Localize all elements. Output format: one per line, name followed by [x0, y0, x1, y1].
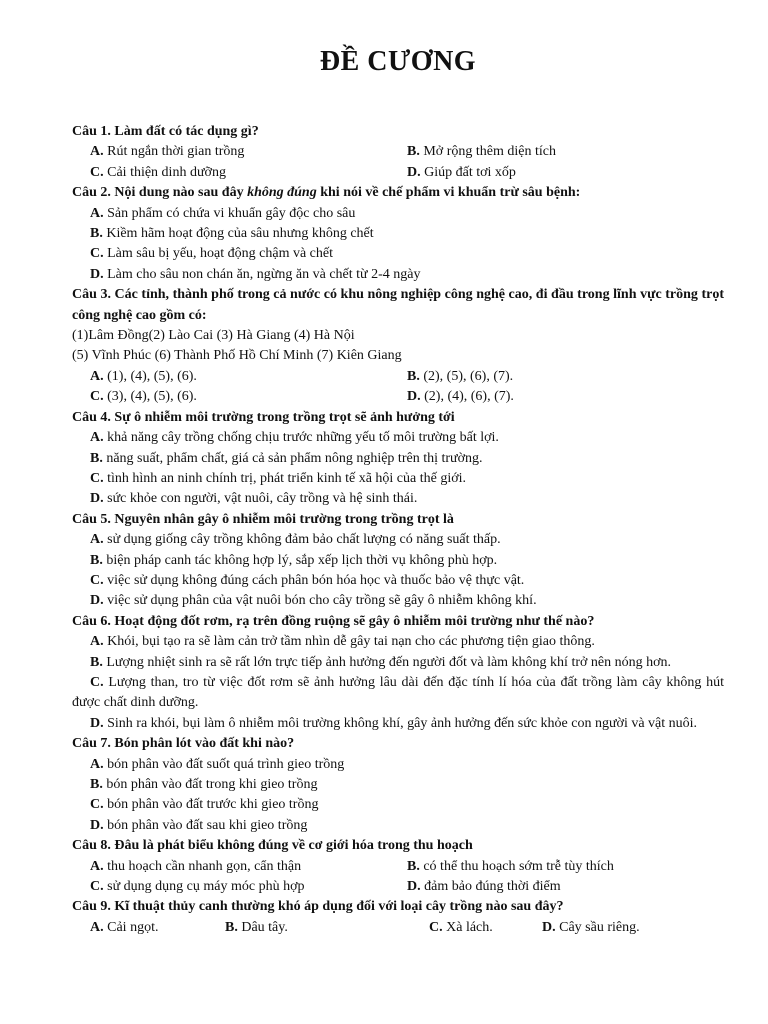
- option-row: [72, 142, 724, 162]
- option-a: A. bón phân vào đất suốt quá trình gieo trồng: [90, 756, 345, 772]
- option-d: D. Giúp đất tơi xốp: [407, 164, 516, 180]
- option-row: [72, 877, 724, 897]
- question-label: Câu 1.: [72, 124, 111, 139]
- option-row: [72, 367, 724, 387]
- option-d: D. (2), (4), (6), (7).: [407, 389, 514, 405]
- question-text: Bón phân lót vào đất khi nào?: [114, 736, 295, 752]
- option-a: A. Cải ngọt.: [90, 919, 159, 935]
- option-a: A. Khói, bụi tạo ra sẽ làm cản trở tầm nhìn dễ gây tai nạn cho các phương tiện giao thông.: [90, 634, 595, 650]
- option-row: [72, 163, 724, 183]
- option-d: D. việc sử dụng phân của vật nuôi bón cho cây trồng sẽ gây ô nhiễm không khí.: [90, 593, 537, 609]
- option-d: D. sức khỏe con người, vật nuôi, cây trồng và hệ sinh thái.: [90, 491, 418, 507]
- page-title: ĐỀ CƯƠNG: [319, 46, 477, 77]
- option-b: B. Mở rộng thêm diện tích: [407, 144, 556, 160]
- option-c: C. Lượng than, tro từ việc đốt rơm sẽ ảnh hưởng lâu dài đến đặc tính lí hóa của đất trồng làm cây không hút được chất dinh dưỡng.: [72, 674, 724, 711]
- option-c: C. tình hình an ninh chính trị, phát triển kinh tế xã hội của thế giới.: [90, 470, 467, 486]
- option-row: [72, 857, 724, 877]
- question-text: Sự ô nhiễm môi trường trong trồng trọt sẽ ảnh hưởng tới: [114, 409, 455, 425]
- province-list-2: (5) Vĩnh Phúc (6) Thành Phố Hồ Chí Minh (7) Kiên Giang: [72, 348, 402, 364]
- option-c: C. (3), (4), (5), (6).: [90, 389, 197, 405]
- province-list-1: (1)Lâm Đồng(2) Lào Cai (3) Hà Giang (4) Hà Nội: [72, 328, 355, 344]
- option-c: C. bón phân vào đất trước khi gieo trồng: [90, 797, 319, 813]
- question-2: [72, 183, 724, 203]
- question-list: [72, 78, 724, 938]
- question-text: Nguyên nhân gây ô nhiễm môi trường trong trồng trọt là: [114, 511, 454, 527]
- option-b: B. Lượng nhiệt sinh ra sẽ rất lớn trực tiếp ảnh hưởng đến người đốt và làm không khí trở nên nóng hơn.: [90, 654, 672, 670]
- option-b: B. năng suất, phẩm chất, giá cả sản phẩm nông nghiệp trên thị trường.: [90, 450, 483, 466]
- question-emphasis: không đúng: [247, 185, 317, 201]
- option-c: C. việc sử dụng không đúng cách phân bón hóa học và thuốc bảo vệ thực vật.: [90, 572, 525, 588]
- option-a: A. khả năng cây trồng chống chịu trước những yếu tố môi trường bất lợi.: [90, 430, 499, 446]
- option-d: D. đảm bảo đúng thời điểm: [407, 879, 561, 895]
- question-label: Câu 5.: [72, 511, 111, 527]
- question-label: Câu 4.: [72, 409, 111, 425]
- question-label: Câu 2.: [72, 185, 111, 201]
- question-text: Kĩ thuật thủy canh thường khó áp dụng đối với loại cây trồng nào sau đây?: [114, 899, 564, 915]
- option-a: A. (1), (4), (5), (6).: [90, 368, 197, 384]
- option-a: A. Rút ngắn thời gian trồng: [90, 144, 245, 160]
- option-b: B. Dâu tây.: [225, 919, 288, 935]
- option-a: A. Sản phẩm có chứa vi khuẩn gây độc cho sâu: [90, 205, 356, 221]
- question-label: Câu 7.: [72, 736, 111, 752]
- question-4: [72, 408, 724, 428]
- question-text-tail: khi nói về chế phẩm vi khuẩn trừ sâu bệnh:: [320, 185, 581, 201]
- option-c: C. Xà lách.: [429, 919, 493, 935]
- question-label: Câu 3.: [72, 287, 111, 303]
- option-d: D. Làm cho sâu non chán ăn, ngừng ăn và chết từ 2-4 ngày: [90, 266, 421, 282]
- question-text: Hoạt động đốt rơm, rạ trên đồng ruộng sẽ gây ô nhiễm môi trường như thế nào?: [114, 613, 595, 629]
- option-d: D. Sinh ra khói, bụi làm ô nhiễm môi trường không khí, gây ảnh hưởng đến sức khỏe con người và vật nuôi.: [90, 715, 698, 731]
- option-d: D. Cây sầu riêng.: [542, 919, 640, 935]
- question-1: [72, 122, 724, 142]
- question-5: [72, 510, 724, 530]
- option-b: B. bón phân vào đất trong khi gieo trồng: [90, 777, 318, 792]
- question-3: [72, 285, 724, 326]
- question-9: [72, 897, 724, 917]
- question-8: [72, 836, 724, 856]
- option-c: C. Cải thiện dinh dưỡng: [90, 164, 226, 180]
- question-text: Làm đất có tác dụng gì?: [114, 124, 259, 139]
- option-row: [72, 918, 724, 938]
- option-a: A. sử dụng giống cây trồng không đảm bảo chất lượng có năng suất thấp.: [90, 532, 501, 548]
- option-b: B. có thể thu hoạch sớm trễ tùy thích: [407, 858, 614, 874]
- option-c: C. Làm sâu bị yếu, hoạt động chậm và chết: [90, 246, 333, 262]
- option-b: B. biện pháp canh tác không hợp lý, sắp xếp lịch thời vụ không phù hợp.: [90, 552, 498, 568]
- question-text: Đâu là phát biểu không đúng về cơ giới hóa trong thu hoạch: [114, 838, 473, 854]
- question-7: [72, 734, 724, 754]
- option-b: B. Kiềm hãm hoạt động của sâu nhưng không chết: [90, 226, 374, 242]
- question-label: Câu 9.: [72, 899, 111, 915]
- question-6: [72, 612, 724, 632]
- question-label: Câu 8.: [72, 838, 111, 854]
- question-label: Câu 6.: [72, 613, 111, 629]
- question-text: Nội dung nào sau đây: [114, 185, 244, 201]
- question-text: Các tỉnh, thành phố trong cả nước có khu nông nghiệp công nghệ cao, đi đầu trong lĩnh vực trồng trọt công nghệ cao gồm có:: [72, 287, 725, 323]
- option-a: A. thu hoạch cần nhanh gọn, cẩn thận: [90, 858, 302, 874]
- option-d: D. bón phân vào đất sau khi gieo trồng: [90, 817, 308, 833]
- option-c: C. sử dụng dụng cụ máy móc phù hợp: [90, 879, 305, 895]
- option-row: [72, 387, 724, 407]
- option-b: B. (2), (5), (6), (7).: [407, 368, 514, 384]
